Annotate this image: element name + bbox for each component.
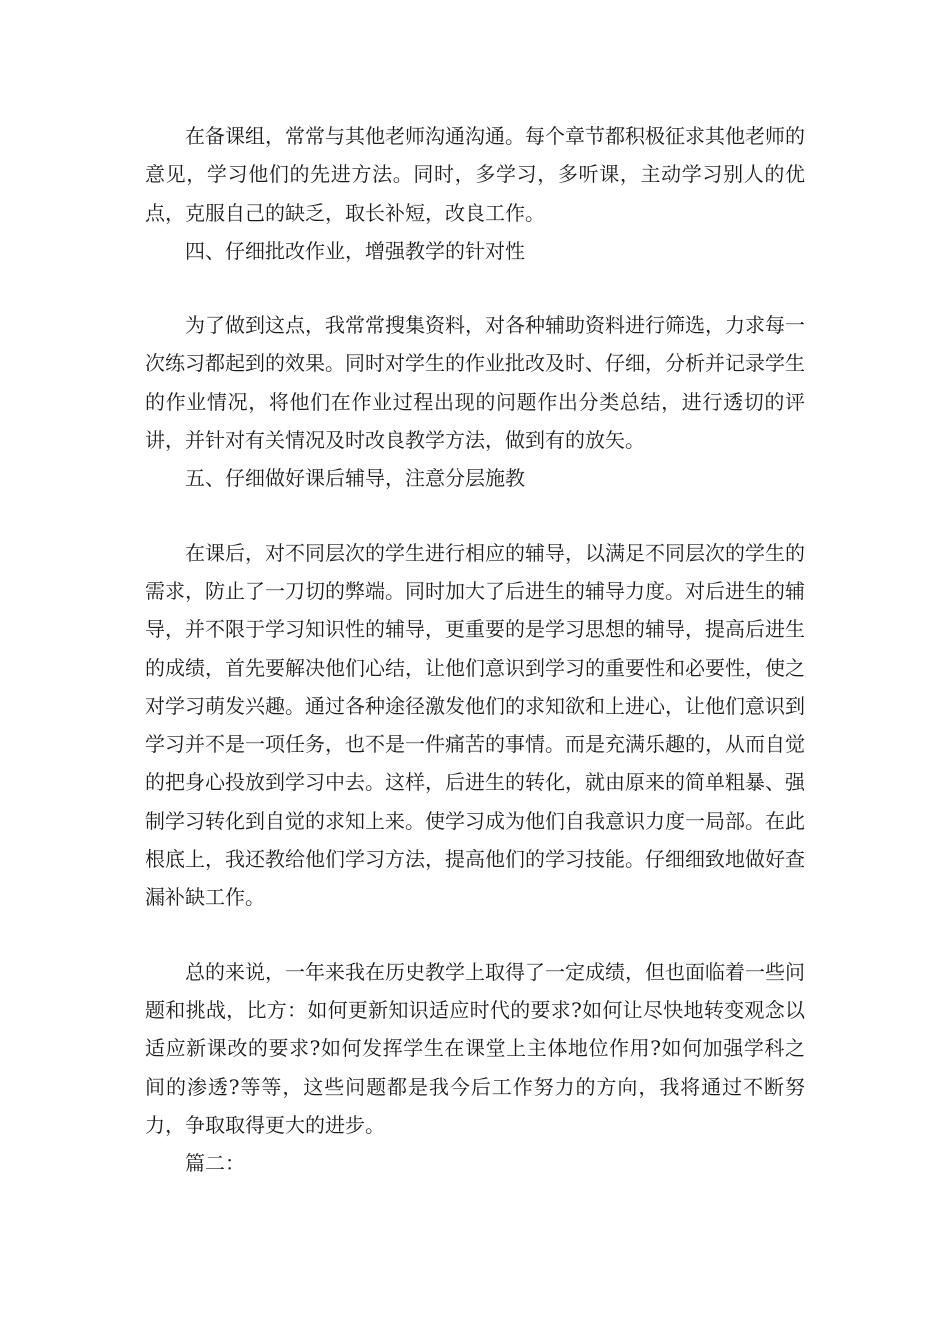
paragraph-lesson-prep-group: 在备课组，常常与其他老师沟通沟通。每个章节都积极征求其他老师的意见，学习他们的先进方法。同时，多学习，多听课，主动学习别人的优点，克服自己的缺乏，取长补短，改良工作。 [145, 124, 805, 225]
section-heading-tutoring: 五、仔细做好课后辅导，注意分层施教 [185, 466, 525, 491]
paragraph-summary: 总的来说，一年来我在历史教学上取得了一定成绩，但也面临着一些问题和挑战，比方：如何更新知识适应时代的要求?如何让尽快地转变观念以适应新课改的要求?如何发挥学生在课堂上主体地位作用?如何加强学科之间的渗透?等等，这些问题都是我今后工作努力的方向，我将通过不断努力，争取取得更大的进步。 [145, 959, 805, 1137]
section-heading-part-two: 篇二： [185, 1151, 245, 1176]
document-body [145, 117, 805, 1182]
paragraph-tutoring: 在课后，对不同层次的学生进行相应的辅导，以满足不同层次的学生的需求，防止了一刀切的弊端。同时加大了后进生的辅导力度。对后进生的辅导，并不限于学习知识性的辅导，更重要的是学习思想的辅导，提高后进生的成绩，首先要解决他们心结，让他们意识到学习的重要性和必要性，使之对学习萌发兴趣。通过各种途径激发他们的求知欲和上进心，让他们意识到学习并不是一项任务，也不是一件痛苦的事情。而是充满乐趣的，从而自觉的把身心投放到学习中去。这样，后进生的转化，就由原来的简单粗暴、强制学习转化到自觉的求知上来。使学习成为他们自我意识力度一局部。在此根底上，我还教给他们学习方法，提高他们的学习技能。仔细细致地做好查漏补缺工作。 [145, 540, 805, 910]
section-heading-homework: 四、仔细批改作业，增强教学的针对性 [185, 238, 525, 263]
paragraph-homework: 为了做到这点，我常常搜集资料，对各种辅助资料进行筛选，力求每一次练习都起到的效果。同时对学生的作业批改及时、仔细，分析并记录学生的作业情况，将他们在作业过程出现的问题作出分类总结，进行透切的评讲，并针对有关情况及时改良教学方法，做到有的放矢。 [145, 313, 805, 453]
